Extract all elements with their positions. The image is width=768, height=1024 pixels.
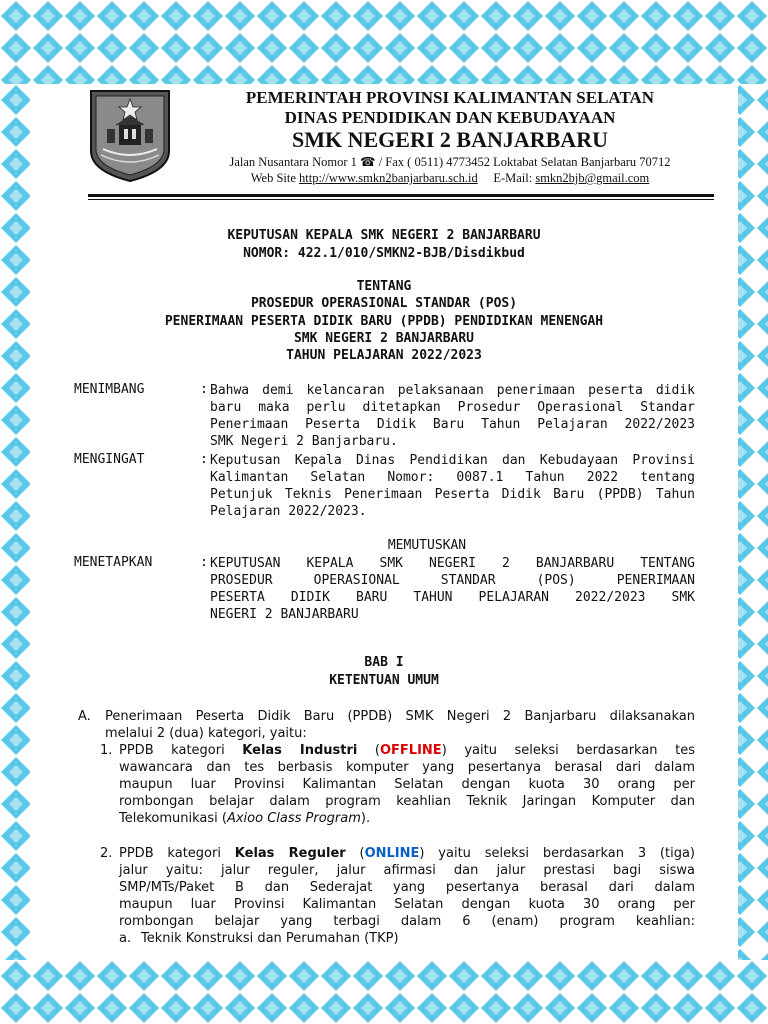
memutuskan-text: MEMUTUSKAN (387, 538, 467, 553)
online-badge: ONLINE (364, 846, 420, 861)
decree-subject-2: PENERIMAAN PESERTA DIDIK BARU (PPDB) PENDIDIKAN MENENGAH (164, 314, 604, 329)
item-1-paren: ( (357, 743, 380, 758)
chapter-title: KETENTUAN UMUM (329, 673, 439, 688)
item-1-line: rombongan belajar dalam program keahlian Teknik Jaringan Komputer dan (119, 794, 695, 809)
menetapkan-line: NEGERI 2 BANJARBARU (210, 607, 359, 622)
item-1-line: wawancara dan tes berbasis komputer yang pesertanya berasal dari dalam (119, 760, 695, 775)
item-1-line: maupun luar Provinsi Kalimantan Selatan dengan kuota 30 orang per (119, 777, 695, 792)
item-1-last-line (119, 811, 370, 826)
email-label: E-Mail: (493, 171, 533, 185)
item-2-post: ) yaitu seleksi berdasarkan 3 (tiga) (419, 846, 695, 861)
menimbang-line: SMK Negeri 2 Banjarbaru. (210, 434, 398, 449)
menimbang-line: Penerimaan Peserta Didik Baru Tahun Pelajaran 2022/2023 (210, 417, 695, 432)
decree-subject-3: SMK NEGERI 2 BANJARBARU (293, 331, 474, 346)
axioo-program: Axioo Class Program (226, 811, 361, 826)
chapter-number: BAB I (364, 655, 404, 670)
item-2-pre: PPDB kategori (119, 846, 235, 861)
menetapkan-line: PESERTA DIDIK BARU TAHUN PELAJARAN 2022/2023 SMK (210, 590, 695, 605)
menetapkan-line: KEPUTUSAN KEPALA SMK NEGERI 2 BANJARBARU TENTANG (210, 556, 695, 571)
item-2-marker: 2. (100, 846, 113, 861)
item-1-marker: 1. (100, 743, 113, 758)
item-1-post: ) yaitu seleksi berdasarkan tes (441, 743, 695, 758)
sub-item-a-text: Teknik Konstruksi dan Perumahan (TKP) (141, 931, 399, 946)
item-2-line: SMP/MTs/Paket B dan Sederajat yang pesertanya berasal dari dalam (119, 880, 695, 895)
letterhead-divider-thin (88, 199, 714, 200)
mengingat-colon: : (200, 452, 208, 467)
section-a-line-1: Penerimaan Peserta Didik Baru (PPDB) SMK Negeri 2 Banjarbaru dilaksanakan (105, 709, 695, 724)
item-2-line: jalur yaitu: jalur reguler, jalur afirmasi dan jalur prestasi bagi siswa (119, 863, 695, 878)
mengingat-text (210, 452, 695, 520)
item-1-pre: PPDB kategori (119, 743, 243, 758)
section-a-line-2: melalui 2 (dua) kategori, yaitu: (105, 726, 307, 741)
menimbang-colon: : (200, 382, 208, 397)
government-name: PEMERINTAH PROVINSI KALIMANTAN SELATAN (245, 88, 655, 107)
mengingat-line: Kalimantan Selatan Nomor: 0087.1 Tahun 2022 tentang (210, 470, 695, 485)
menetapkan-line: PROSEDUR OPERASIONAL STANDAR (POS) PENERIMAAN (210, 573, 695, 588)
offline-badge: OFFLINE (379, 743, 442, 758)
mengingat-line: Petunjuk Teknis Penerimaan Peserta Didik Baru (PPDB) Tahun (210, 487, 695, 502)
website-label: Web Site (250, 171, 296, 185)
item-1-last-post: ). (360, 811, 371, 826)
sub-item-a-marker: a. (119, 931, 132, 946)
menimbang-text (210, 382, 695, 450)
menetapkan-term: MENETAPKAN (74, 555, 153, 570)
mengingat-line: Keputusan Kepala Dinas Pendidikan dan Kebudayaan Provinsi (210, 453, 695, 468)
menetapkan-text (210, 555, 695, 623)
letterhead-divider (88, 194, 714, 197)
agency-name: DINAS PENDIDIKAN DAN KEBUDAYAAN (284, 108, 616, 127)
mengingat-term: MENGINGAT (74, 452, 145, 467)
section-a-marker: A. (78, 709, 91, 724)
decree-subject-1: PROSEDUR OPERASIONAL STANDAR (POS) (250, 296, 518, 311)
website-link[interactable]: http://www.smkn2banjarbaru.sch.id (299, 171, 478, 185)
menimbang-line: Bahwa demi kelancaran pelaksanaan penerimaan peserta didik (210, 383, 695, 398)
menetapkan-colon: : (200, 555, 208, 570)
mengingat-line: Pelajaran 2022/2023. (210, 504, 367, 519)
decree-about: TENTANG (356, 279, 412, 294)
memutuskan-heading (44, 538, 724, 553)
email-link[interactable]: smkn2bjb@gmail.com (535, 171, 650, 185)
item-2-paren: ( (345, 846, 365, 861)
item-2-line: rombongan belajar yang terbagi dalam 6 (enam) program keahlian: (119, 914, 695, 929)
item-1-first-line (119, 743, 695, 758)
decree-title: KEPUTUSAN KEPALA SMK NEGERI 2 BANJARBARU (227, 228, 541, 243)
street-address: Jalan Nusantara Nomor 1 (229, 155, 357, 169)
menimbang-line: baru maka perlu ditetapkan Prosedur Operasional Standar (210, 400, 695, 415)
item-1-last-pre: Telekomunikasi ( (119, 811, 227, 826)
decree-subject-4: TAHUN PELAJARAN 2022/2023 (286, 348, 482, 363)
contact-line (150, 171, 750, 186)
kelas-reguler-label: Kelas Reguler (234, 846, 346, 861)
menimbang-term: MENIMBANG (74, 382, 145, 397)
address-line (150, 154, 750, 170)
school-name: SMK NEGERI 2 BANJARBARU (292, 127, 608, 152)
phone-fax: ☎ / Fax ( 0511) 4773452 Loktabat Selatan Banjarbaru 70712 (360, 155, 671, 169)
decree-number: NOMOR: 422.1/010/SMKN2-BJB/Disdikbud (243, 246, 525, 261)
item-2-first-line (119, 846, 695, 861)
item-2-line: maupun luar Provinsi Kalimantan Selatan dengan kuota 30 orang per (119, 897, 695, 912)
kelas-industri-label: Kelas Industri (242, 743, 358, 758)
